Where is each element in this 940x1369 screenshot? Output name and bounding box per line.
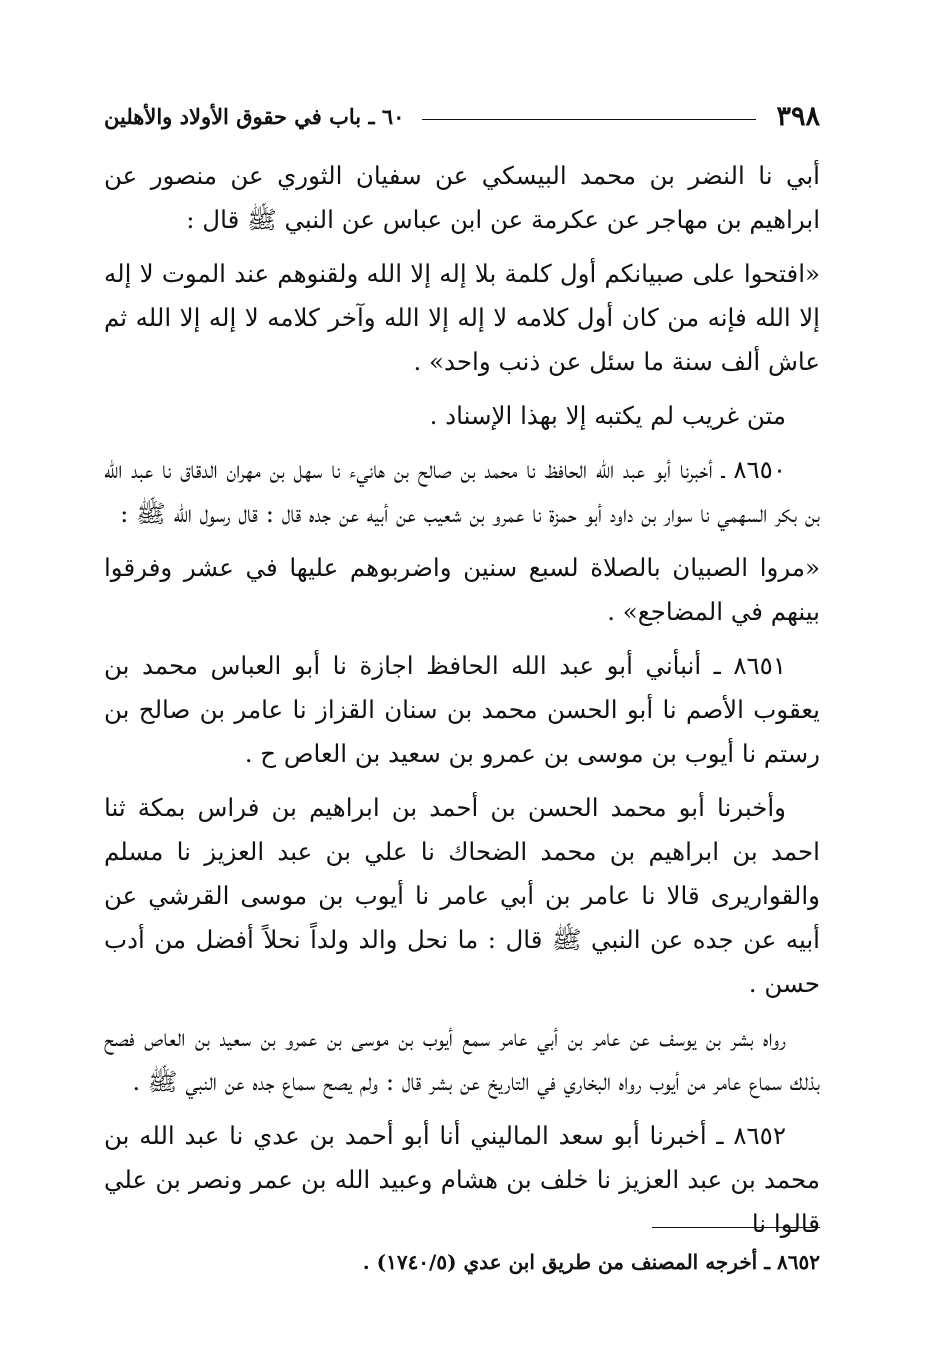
paragraph: «افتحوا على صبيانكم أول كلمة بلا إله إلا الله ولقنوهم عند الموت لا إله إلا الله فإنه من كان أول كلامه لا إله إلا الله وآخر كلامه لا إله إلا الله ثم عاش ألف سنة ما سئل عن ذنب واحد» . — [104, 259, 820, 376]
hadith-paragraph: ٨٦٥٠ ـ أخبرنا أبو عبد الله الحافظ نا محمد بن صالح بن هانيء نا سهل بن مهران الدقاق نا عبد الله بن بكر السهمي نا سوار بن داود أبو حمزة نا عمرو بن شعيب عن أبيه عن جده قال : قال رسول الله ﷺ : — [104, 455, 820, 528]
page-number: ٣٩٨ — [776, 100, 820, 132]
hadith-paragraph: ٨٦٥٢ ـ أخبرنا أبو سعد الماليني أنا أبو أحمد بن عدي نا عبد الله بن محمد بن عبد العزيز نا خلف بن هشام وعبيد الله بن عمر ونصر بن علي قالوا نا — [104, 1121, 820, 1238]
main-text — [104, 154, 820, 1246]
chapter-title: ٦٠ ـ باب في حقوق الأولاد والأهلين — [104, 103, 405, 129]
paragraph: أبي نا النضر بن محمد البيسكي عن سفيان الثوري عن منصور عن ابراهيم بن مهاجر عن عكرمة عن ابن عباس عن النبي ﷺ قال : — [104, 161, 820, 234]
header-rule — [422, 119, 756, 120]
paragraph: متن غريب لم يكتبه إلا بهذا الإسناد . — [429, 401, 786, 430]
footnote-rule — [652, 1227, 820, 1228]
paragraph: وأخبرنا أبو محمد الحسن بن أحمد بن ابراهيم بن فراس بمكة ثنا احمد بن ابراهيم بن محمد الضحاك نا علي بن عبد العزيز نا مسلم والقواريرى قالا نا عامر بن أبي عامر نا أيوب بن موسى القرشي عن أبيه عن جده عن النبي ﷺ قال : ما نحل والد ولداً نحلاً أفضل من أدب حسن . — [104, 793, 820, 998]
page — [104, 90, 820, 1274]
running-header — [104, 90, 820, 142]
footnote: ٨٦٥٢ ـ أخرجه المصنف من طريق ابن عدي (١٧٤٠/٥) . — [362, 1250, 820, 1274]
hadith-paragraph: ٨٦٥١ ـ أنبأني أبو عبد الله الحافظ اجازة نا أبو العباس محمد بن يعقوب الأصم نا أبو الحسن محمد بن سنان القزاز نا عامر بن صالح بن رستم نا أيوب بن موسى بن عمرو بن سعيد بن العاص ح . — [104, 651, 820, 768]
paragraph: «مروا الصبيان بالصلاة لسبع سنين واضربوهم عليها في عشر وفرقوا بينهم في المضاجع» . — [104, 553, 820, 626]
paragraph: رواه بشر بن يوسف عن عامر بن أبي عامر سمع أيوب بن موسى بن عمرو بن سعيد بن العاص فصح بذلك سماع عامر من أيوب رواه البخاري في التاريخ عن بشر قال : ولم يصح سماع جده عن النبي ﷺ . — [104, 1023, 820, 1096]
